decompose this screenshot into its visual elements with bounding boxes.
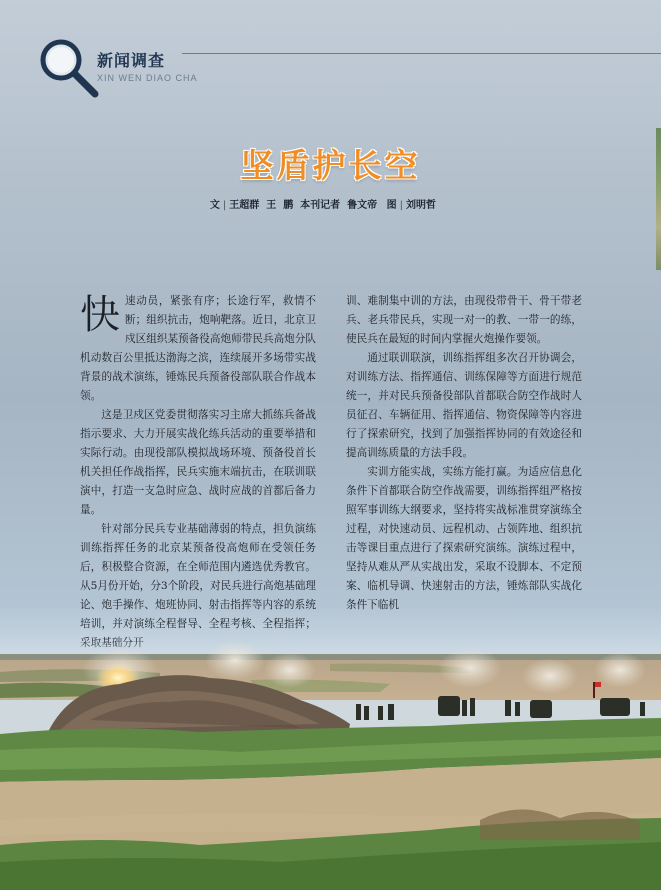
article-title: 坚盾护长空: [240, 146, 421, 185]
paragraph: 通过联训联演，训练指挥组多次召开协调会，对训练方法、指挥通信、训练保障等方面进行规范统一，并对民兵预备役部队首都联合防空作战时人员征召、车辆征用、指挥通信、物资保障等内容进行了探索研究，找到了加强指挥协同的有效途径和提高训练质量的方法手段。: [346, 352, 582, 459]
byline-photographer: 刘明哲: [406, 200, 436, 211]
drill-scene-photo: [0, 640, 661, 890]
paragraph: 实训方能实战，实练方能打赢。为适应信息化条件下首都联合防空作战需要，训练指挥组严格按照军事训练大纲要求，坚持将实战标准贯穿演练全过程，对快速动员、远程机动、占领阵地、组织抗击等课目重点进行了探索研究演练。演练过程中，坚持从难从严从实战出发，采取不设脚本、不定预案、临机导调、快速射击的方法，锤炼部队实战化条件下临机: [346, 466, 582, 611]
article-column-left: [80, 292, 316, 653]
paragraph: 快速动员，紧张有序；长途行军，救情不断；组织抗击，炮响靶落。近日，北京卫戍区组织某预备役高炮师带民兵高炮分队机动数百公里抵达渤海之滨，连续展开多场带实战背景的战术演练，锤炼民兵预备役部队联合作战本领。: [80, 292, 316, 402]
byline: 文 | 王超群 王 鹏 本刊记者 鲁文帝 图 | 刘明哲: [209, 200, 436, 211]
byline-authors: 王超群 王 鹏 本刊记者 鲁文帝: [229, 200, 378, 211]
section-pinyin: XIN WEN DIAO CHA: [97, 73, 198, 83]
article-column-right: [346, 292, 582, 615]
byline-text-label: 文: [209, 200, 220, 211]
byline-photo-label: 图: [386, 200, 397, 211]
paragraph: 训、难制集中训的方法，由现役带骨干、骨干带老兵、老兵带民兵，实现一对一的教、一带一的练，使民兵在最短的时间内掌握火炮操作要领。: [346, 295, 582, 345]
drop-cap: 快: [80, 292, 120, 338]
paragraph: 这是卫戍区党委贯彻落实习主席大抓练兵备战指示要求、大力开展实战化练兵活动的重要举措和实际行动。由现役部队模拟战场环境、预备役首长机关担任作战指挥，民兵实施末端抗击，在联训联演中，打造一支急时应急、战时应战的首都后备力量。: [80, 409, 316, 516]
magnifier-icon: [39, 38, 101, 100]
section-title: 新闻调查: [97, 51, 166, 70]
header-divider: [182, 53, 661, 54]
paragraph: 针对部分民兵专业基础薄弱的特点，担负演练训练指挥任务的北京某预备役高炮师在受领任务后，积极整合资源，在全师范围内遴选优秀教官。从5月份开始，分3个阶段，对民兵进行高炮基础理论、炮手操作、炮班协同、射击指挥等内容的系统培训，并对演练全程督导、全程考核、全程指挥；: [80, 523, 316, 630]
